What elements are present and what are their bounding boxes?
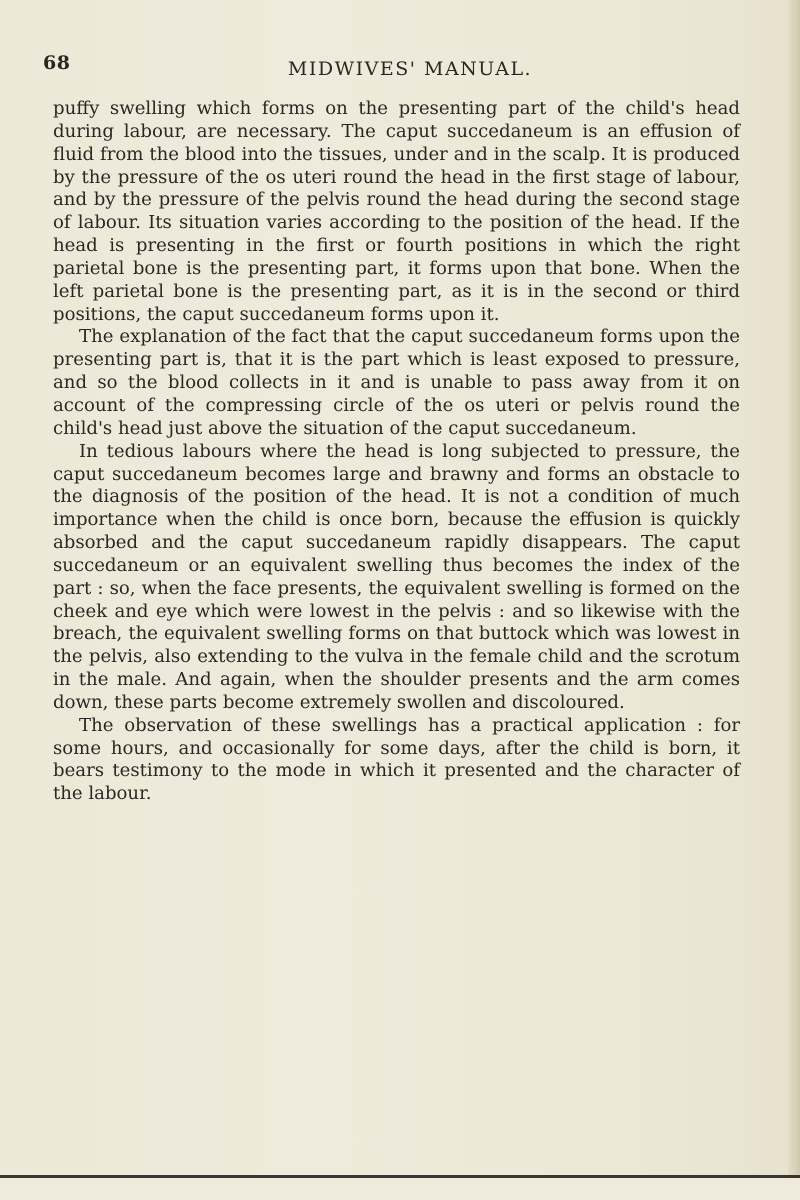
paragraph-caput-definition: puffy swelling which forms on the presenting part of the child's head during labour, are necessary. The caput succedaneum is an effusion of fluid from the blood into the tissues, under and in the scalp. It is produced by the pressure of the os uteri round the head in the first stage of labour, and by the pressure of the pelvis round the head during the second stage of labour. Its situation varies according to the position of the head. If the head is presenting in the first or fourth positions in which the right parietal bone is the presenting part, it forms upon that bone. When the left parietal bone is the presenting part, as it is in the second or third positions, the caput succedaneum forms upon it.: [53, 98, 740, 325]
bottom-margin: [0, 1178, 800, 1200]
running-title: MIDWIVES' MANUAL.: [287, 58, 533, 80]
paragraph-practical-application: The observation of these swellings has a practical application : for some hours, and occasionally for some days, after the child is born, it bears testimony to the mode in which it presented and the character of the labour.: [53, 714, 740, 805]
page-number: 68: [43, 52, 71, 74]
body-text: [53, 98, 740, 806]
paragraph-tedious-labours: In tedious labours where the head is long subjected to pressure, the caput succedaneum becomes large and brawny and forms an obstacle to the diagnosis of the position of the head. It is not a condition of much importance when the child is once born, because the effusion is quickly absorbed and the caput succedaneum rapidly disappears. The caput succedaneum or an equivalent swelling thus becomes the index of the part : so, when the face presents, the equivalent swelling is formed on the cheek and eye which were lowest in the pelvis : and so likewise with the breach, the equivalent swelling forms on that buttock which was lowest in the pelvis, also extending to the vulva in the female child and the scrotum in the male. And again, when the shoulder presents and the arm comes down, these parts become extremely swollen and discoloured.: [53, 440, 740, 713]
page-edge-shadow: [788, 0, 800, 1200]
paragraph-explanation: The explanation of the fact that the caput succedaneum forms upon the presenting part is, that it is the part which is least exposed to pressure, and so the blood collects in it and is unable to pass away from it on account of the compressing circle of the os uteri or pelvis round the child's head just above the situation of the caput succedaneum.: [53, 326, 740, 439]
